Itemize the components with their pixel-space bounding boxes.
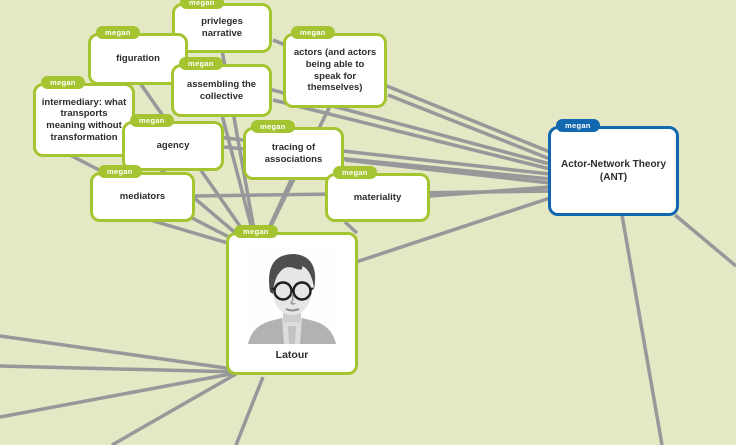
owner-tag: megan bbox=[96, 26, 140, 39]
owner-tag: megan bbox=[130, 114, 174, 127]
node-label: agency bbox=[156, 140, 190, 152]
node-agency[interactable] bbox=[122, 116, 224, 171]
node-materiality[interactable] bbox=[325, 168, 430, 222]
connector-line bbox=[0, 336, 240, 370]
connector-line bbox=[622, 215, 662, 445]
owner-tag: megan bbox=[291, 26, 335, 39]
node-actors-speak[interactable] bbox=[283, 28, 387, 108]
connector-line bbox=[236, 377, 263, 445]
node-label: tracing of associations bbox=[264, 141, 323, 165]
node-label: materiality bbox=[353, 191, 402, 203]
owner-tag: megan bbox=[41, 76, 85, 89]
node-label: mediators bbox=[119, 191, 166, 203]
node-tracing-of-associations[interactable] bbox=[243, 122, 344, 180]
node-label: Latour bbox=[275, 349, 309, 361]
node-actor-network-theory[interactable] bbox=[548, 121, 679, 216]
node-label: actors (and actors being able to speak for themselves) bbox=[293, 47, 377, 94]
owner-tag: megan bbox=[251, 120, 295, 133]
node-label: Actor-Network Theory (ANT) bbox=[560, 159, 666, 183]
owner-tag: megan bbox=[179, 57, 223, 70]
node-label: figuration bbox=[116, 53, 160, 65]
owner-tag: megan bbox=[98, 165, 142, 178]
owner-tag: megan bbox=[180, 0, 224, 9]
connector-line bbox=[0, 366, 240, 372]
node-mediators[interactable] bbox=[90, 167, 195, 222]
node-label: assembling the collective bbox=[186, 78, 257, 102]
latour-portrait-image bbox=[244, 248, 340, 344]
connector-line bbox=[675, 215, 736, 266]
owner-tag: megan bbox=[333, 166, 377, 179]
owner-tag: megan bbox=[556, 119, 600, 132]
owner-tag: megan bbox=[234, 225, 278, 238]
node-label: intermediary: what transports meaning without transformation bbox=[41, 96, 127, 143]
node-latour[interactable] bbox=[226, 227, 358, 375]
node-label: privleges narrative bbox=[201, 16, 243, 39]
node-assembling-the-collective[interactable] bbox=[171, 59, 272, 117]
node-intermediary[interactable] bbox=[33, 78, 135, 157]
